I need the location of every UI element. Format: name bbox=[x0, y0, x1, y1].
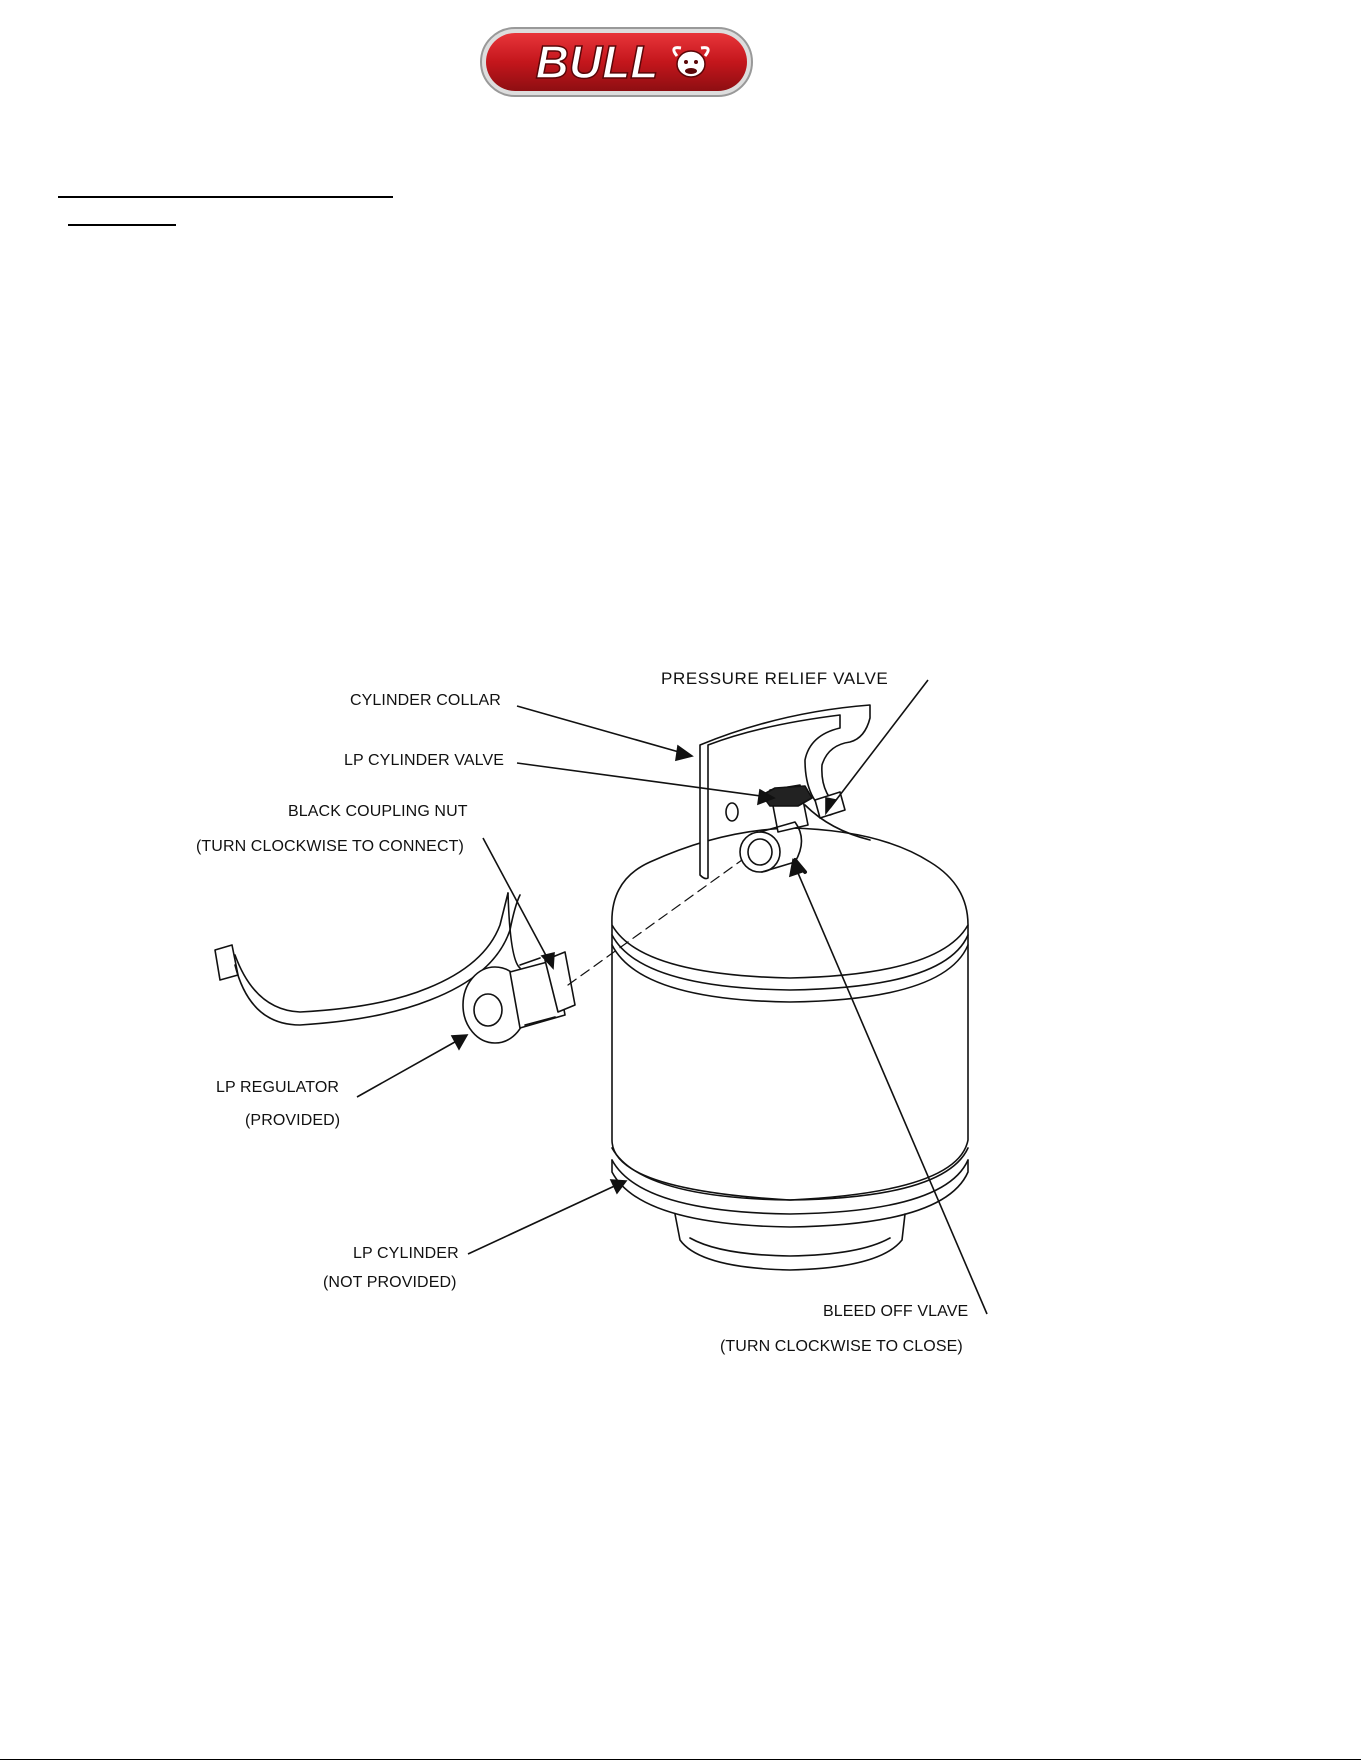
label-lp-cylinder-note: (NOT PROVIDED) bbox=[323, 1274, 457, 1291]
label-lp-regulator: LP REGULATOR bbox=[216, 1079, 340, 1096]
lp-regulator bbox=[215, 893, 575, 1043]
label-black-coupling-nut: BLACK COUPLING NUT bbox=[288, 803, 468, 820]
label-black-coupling-nut-note: (TURN CLOCKWISE TO CONNECT) bbox=[196, 838, 464, 855]
label-lp-cylinder: LP CYLINDER bbox=[353, 1245, 459, 1262]
label-cylinder-collar: CYLINDER COLLAR bbox=[350, 692, 501, 709]
logo-text: BULL bbox=[535, 36, 659, 88]
page-bottom-rule bbox=[0, 1759, 1361, 1760]
lp-cylinder-body bbox=[612, 828, 968, 1270]
label-bleed-off-valve-note: (TURN CLOCKWISE TO CLOSE) bbox=[720, 1338, 963, 1355]
label-lp-cylinder-valve: LP CYLINDER VALVE bbox=[344, 752, 504, 769]
label-bleed-off-valve: BLEED OFF VLAVE bbox=[823, 1303, 969, 1320]
label-pressure-relief-valve: PRESSURE RELIEF VALVE bbox=[661, 669, 889, 688]
label-lp-regulator-note: (PROVIDED) bbox=[245, 1112, 341, 1129]
